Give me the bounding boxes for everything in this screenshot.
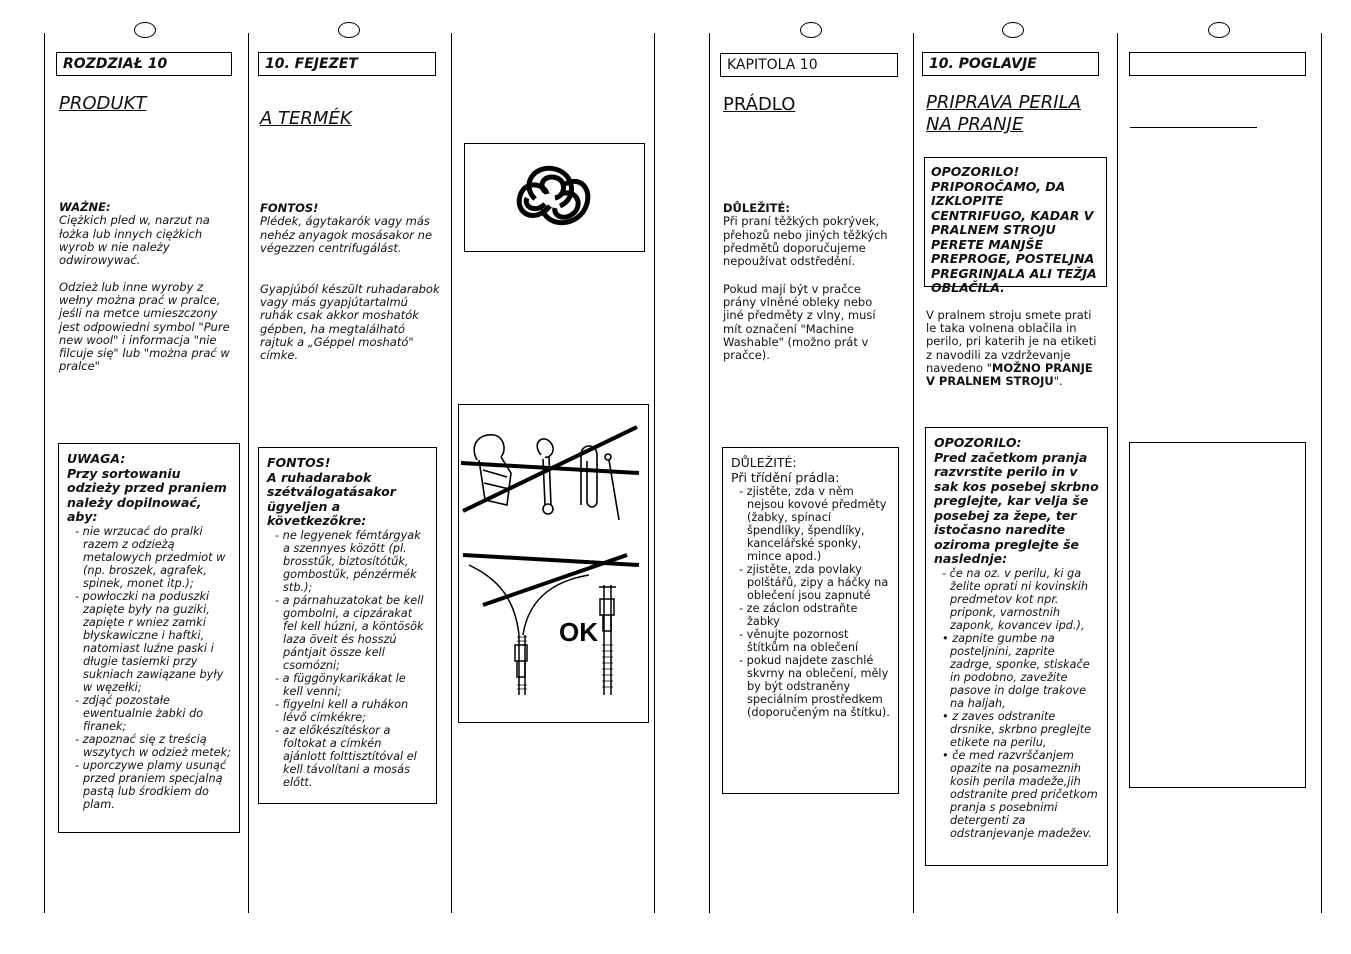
box-list xyxy=(267,529,428,789)
important-label: DŮLEŽITÉ: xyxy=(723,201,790,216)
title-underline xyxy=(1130,127,1257,128)
chapter-header: KAPITOLA 10 xyxy=(720,53,898,77)
important-text: Ciężkich pled w, narzut na łożka lub innych ciężkich wyrob w nie należy odwirowywać. xyxy=(59,213,210,268)
warning-text: OPOZORILO! PRIPOROČAMO, DA IZKLOPITE CENTRIFUGO, KADAR V PRALNEM STROJU PERETE MANJŠE PREPROGE, POSTELJNA PREGRINJALA ALI TEŽJA OBLAČILA. xyxy=(931,164,1097,295)
box-title: OPOZORILO: Pred začetkom pranja razvrstite perilo in v sak kos posebej skrbno preglejte, kar velja še posebej za žepe, ter istočasno naredite oziroma preglejte še naslednje: xyxy=(934,435,1099,566)
list-item: - figyelni kell a ruhákon lévő címkékre; xyxy=(275,697,409,724)
wool-symbol-box xyxy=(464,143,645,252)
language-marker xyxy=(1002,22,1024,38)
chapter-header: 10. FEJEZET xyxy=(258,52,436,76)
list-item: - az előkészítéskor a foltokat a címkén ajánlott folttisztítóval el kell távolítani a mosás előtt. xyxy=(275,723,417,789)
box-list xyxy=(67,525,231,811)
box-title: FONTOS! A ruhadarabok szétválogatásakor ügyeljen a következőkre: xyxy=(267,455,396,528)
list-item: - ze záclon odstraňte žabky xyxy=(739,602,858,628)
list-item: - nie wrzucać do pralki razem z odzieżą metalowych przedmiot w (np. broszek, agrafek, spinek, monet itp.); xyxy=(75,524,226,590)
section-title: PRÁDLO xyxy=(723,94,796,115)
sorting-warning-box xyxy=(58,443,240,833)
important-label: FONTOS! xyxy=(260,201,319,216)
list-item: - pokud najdete zaschlé skvrny na oblečení, měly by být odstraněny speciálním prostředkem (doporučeným na štítku). xyxy=(739,654,890,719)
wool-note: V pralnem stroju smete prati le taka volnena oblačila in perilo, pri katerih je na etiketi z navodili za vzdrževanje navedeno "MOŽNO PRANJE V PRALNEM STROJU". xyxy=(926,308,1097,389)
list-item: - powłoczki na poduszki zapięte były na guziki, zapięte r wniez zamki błyskawiczne i haftki, natomiast luźne paski i długie tasiemki przy sukniach zawiązane były w węzełki; xyxy=(75,589,224,694)
list-item: - zjistěte, zda v něm nejsou kovové předměty (žabky, spínací špendlíky, špendlíky, kancelářské sponky, mince apod.) xyxy=(739,485,887,563)
wool-note: Odzież lub inne wyroby z wełny można prać w pralce, jeśli na metce umieszczony jest odpowiedni symbol "Pure new wool" i informacja "nie filcuje się" lub "można prać w pralce" xyxy=(59,280,230,374)
box-title: UWAGA: Przy sortowaniu odzieży przed praniem należy dopilnować, aby: xyxy=(67,451,227,524)
section-title: A TERMÉK xyxy=(260,108,352,129)
section-title: PRODUKT xyxy=(59,93,147,114)
list-item: - uporczywe plamy usunąć przed praniem specjalną pastą lub środkiem do plam. xyxy=(75,758,227,811)
sorting-warning-box xyxy=(722,447,899,794)
important-text: Plédek, ágytakarók vagy más nehéz anyagok mosásakor ne végezzen centrifugálást. xyxy=(260,214,433,255)
column-divider xyxy=(248,33,249,913)
list-item: - a függönykarikákat le kell venni; xyxy=(275,671,406,698)
empty-warning-box xyxy=(1129,442,1306,788)
chapter-header: 10. POGLAVJE xyxy=(922,52,1099,76)
column-divider xyxy=(913,33,914,913)
ok-label: OK xyxy=(559,617,598,647)
box-list xyxy=(731,485,890,719)
box-list xyxy=(934,567,1099,840)
list-item: • če med razvrščanjem opazite na posameznih kosih perila madeže,jih odstranite pred pričetkom pranja s posebnimi detergenti za odstranjevanje madežev. xyxy=(942,748,1098,840)
column-divider xyxy=(709,33,710,913)
wool-mark-icon xyxy=(465,144,643,250)
wool-note: Gyapjúból készült ruhadarabok vagy más gyapjútartalmú ruhák csak akkor moshatók gépben, ha megtalálható rajtuk a „Géppel mosható" címke. xyxy=(260,282,440,363)
column-divider xyxy=(44,33,45,913)
important-note xyxy=(260,189,440,255)
list-item: - če na oz. v perilu, ki ga želite oprati ni kovinskih predmetov kot npr. priponk, varnostnih zaponk, kovancev ipd.), xyxy=(942,566,1088,632)
section-title: PRIPRAVA PERILA NA PRANJE xyxy=(926,92,1081,135)
list-item: - zjistěte, zda povlaky polštářů, zipy a háčky na oblečení jsou zapnuté xyxy=(739,563,889,602)
sorting-warning-box xyxy=(925,427,1108,866)
sorting-illustration-box xyxy=(458,404,649,723)
language-marker xyxy=(1208,22,1230,38)
chapter-header: ROZDZIAŁ 10 xyxy=(56,52,232,76)
important-note xyxy=(723,189,905,268)
wool-note: Pokud mají být v pračce prány vlněné obleky nebo jiné předměty z vlny, musí mít označení "Machine Washable" (možno prát v pračce). xyxy=(723,282,876,363)
column-divider xyxy=(1321,33,1322,913)
hooks-pins-zip-illustration xyxy=(459,405,647,721)
language-marker xyxy=(800,22,822,38)
important-label: WAŻNE: xyxy=(59,200,111,215)
list-item: - ne legyenek fémtárgyak a szennyes között (pl. brosstűk, biztosítótűk, gombostűk, pénzérmék stb.); xyxy=(275,528,421,594)
column-divider xyxy=(451,33,452,913)
chapter-header xyxy=(1129,52,1306,76)
list-item: • z zaves odstranite drsnike, skrbno preglejte etikete na perilu, xyxy=(942,709,1092,749)
column-divider xyxy=(1117,33,1118,913)
language-marker xyxy=(338,22,360,38)
list-item: - věnujte pozornost štítkům na oblečení xyxy=(739,628,859,654)
important-text: Při praní těžkých pokrývek, přehozů nebo jiných těžkých předmětů doporučujeme nepoužívat odstředění. xyxy=(723,214,888,269)
box-title: DŮLEŽITÉ: Při třídění prádla: xyxy=(731,455,840,485)
list-item: - a párnahuzatokat be kell gombolni, a cipzárakat fel kell húzni, a köntösök laza öveit és hosszú pántjait össze kell csomózni; xyxy=(275,593,424,672)
list-item: - zapoznać się z treścią wszytych w odzież metek; xyxy=(75,732,231,759)
centrifuge-warning-box xyxy=(924,157,1107,295)
important-note xyxy=(59,188,237,267)
sorting-warning-box xyxy=(258,447,437,804)
list-item: • zapnite gumbe na posteljnini, zaprite zadrge, sponke, stiskače in podobno, zavežite pasove in dolge trakove na haljah, xyxy=(942,631,1090,710)
list-item: - zdjąć pozostałe ewentualnie żabki do firanek; xyxy=(75,693,204,733)
language-marker xyxy=(134,22,156,38)
column-divider xyxy=(654,33,655,913)
